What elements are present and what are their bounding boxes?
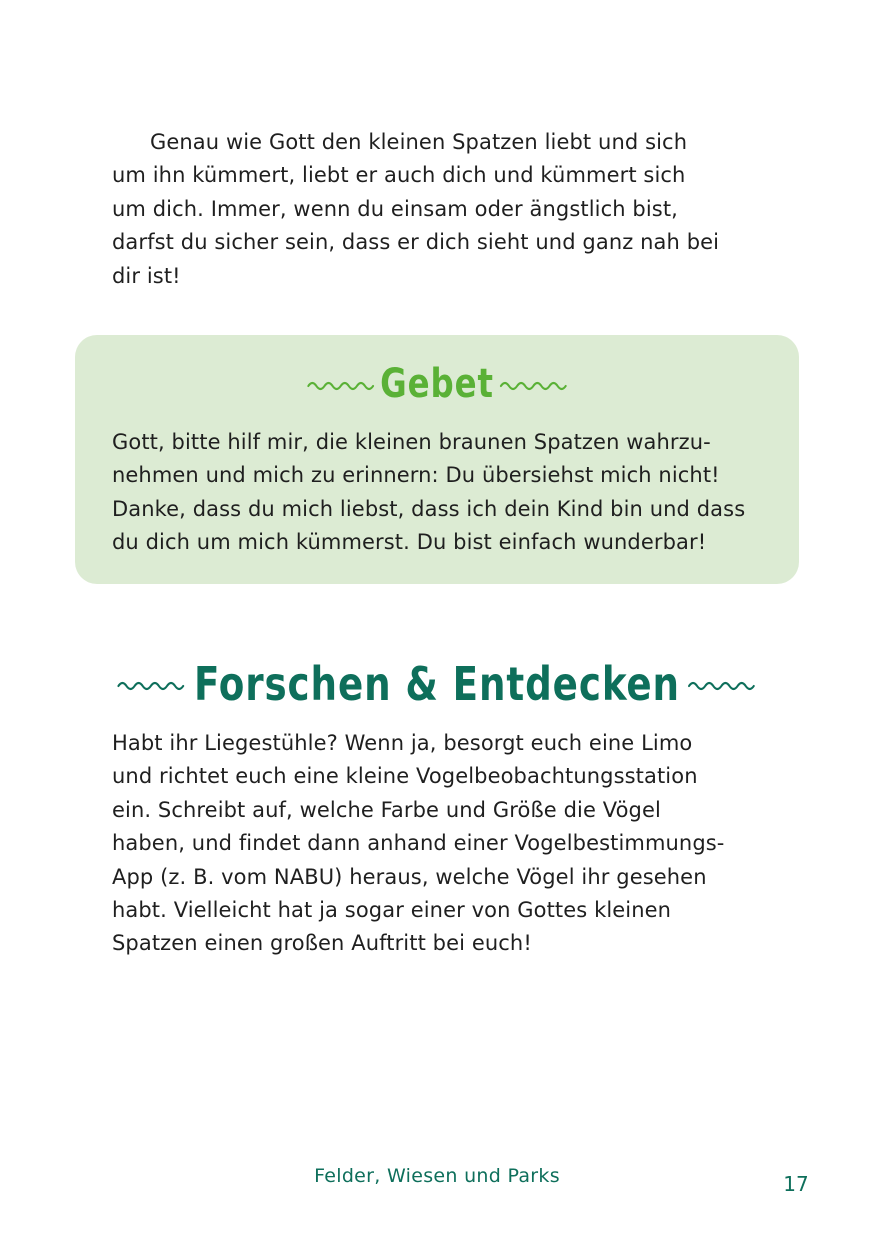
explore-line: Spatzen einen großen Auftritt bei euch! xyxy=(112,931,532,956)
prayer-line: nehmen und mich zu erinnern: Du übersiehst mich nicht! xyxy=(112,463,720,488)
prayer-line: du dich um mich kümmerst. Du bist einfach wunderbar! xyxy=(112,530,707,555)
explore-line: und richtet euch eine kleine Vogelbeobachtungsstation xyxy=(112,764,698,789)
squiggle-left-icon xyxy=(117,677,187,691)
explore-heading-text: Forschen & Entdecken xyxy=(194,657,680,711)
explore-line: Habt ihr Liegestühle? Wenn ja, besorgt euch eine Limo xyxy=(112,731,693,755)
explore-line: ein. Schreibt auf, welche Farbe und Größe die Vögel xyxy=(112,797,661,822)
intro-line: um ihn kümmert, liebt er auch dich und kümmert sich xyxy=(112,163,686,188)
explore-line: haben, und findet dann anhand einer Vogelbestimmungs- xyxy=(112,831,725,856)
explore-line: habt. Vielleicht hat ja sogar einer von Gottes kleinen xyxy=(112,898,672,923)
explore-heading xyxy=(44,652,831,716)
page-number: 17 xyxy=(783,1172,809,1196)
prayer-line: Danke, dass du mich liebst, dass ich dein Kind bin und dass xyxy=(112,496,746,521)
prayer-line: Gott, bitte hilf mir, die kleinen braunen Spatzen wahrzu- xyxy=(112,430,711,454)
prayer-paragraph xyxy=(112,426,772,560)
squiggle-right-icon xyxy=(499,377,567,391)
prayer-heading xyxy=(44,356,831,412)
prayer-heading-text: Gebet xyxy=(380,361,494,407)
intro-paragraph xyxy=(112,126,772,293)
explore-paragraph xyxy=(112,727,772,961)
squiggle-left-icon xyxy=(306,377,374,391)
explore-line: App (z. B. vom NABU) heraus, welche Vögel ihr gesehen xyxy=(112,864,707,889)
intro-line: dir ist! xyxy=(112,263,181,288)
chapter-title: Felder, Wiesen und Parks xyxy=(314,1165,560,1187)
intro-line: Genau wie Gott den kleinen Spatzen liebt und sich xyxy=(150,130,688,154)
intro-line: darfst du sicher sein, dass er dich sieht und ganz nah bei xyxy=(112,230,720,255)
intro-line: um dich. Immer, wenn du einsam oder ängstlich bist, xyxy=(112,196,678,221)
squiggle-right-icon xyxy=(687,677,757,691)
